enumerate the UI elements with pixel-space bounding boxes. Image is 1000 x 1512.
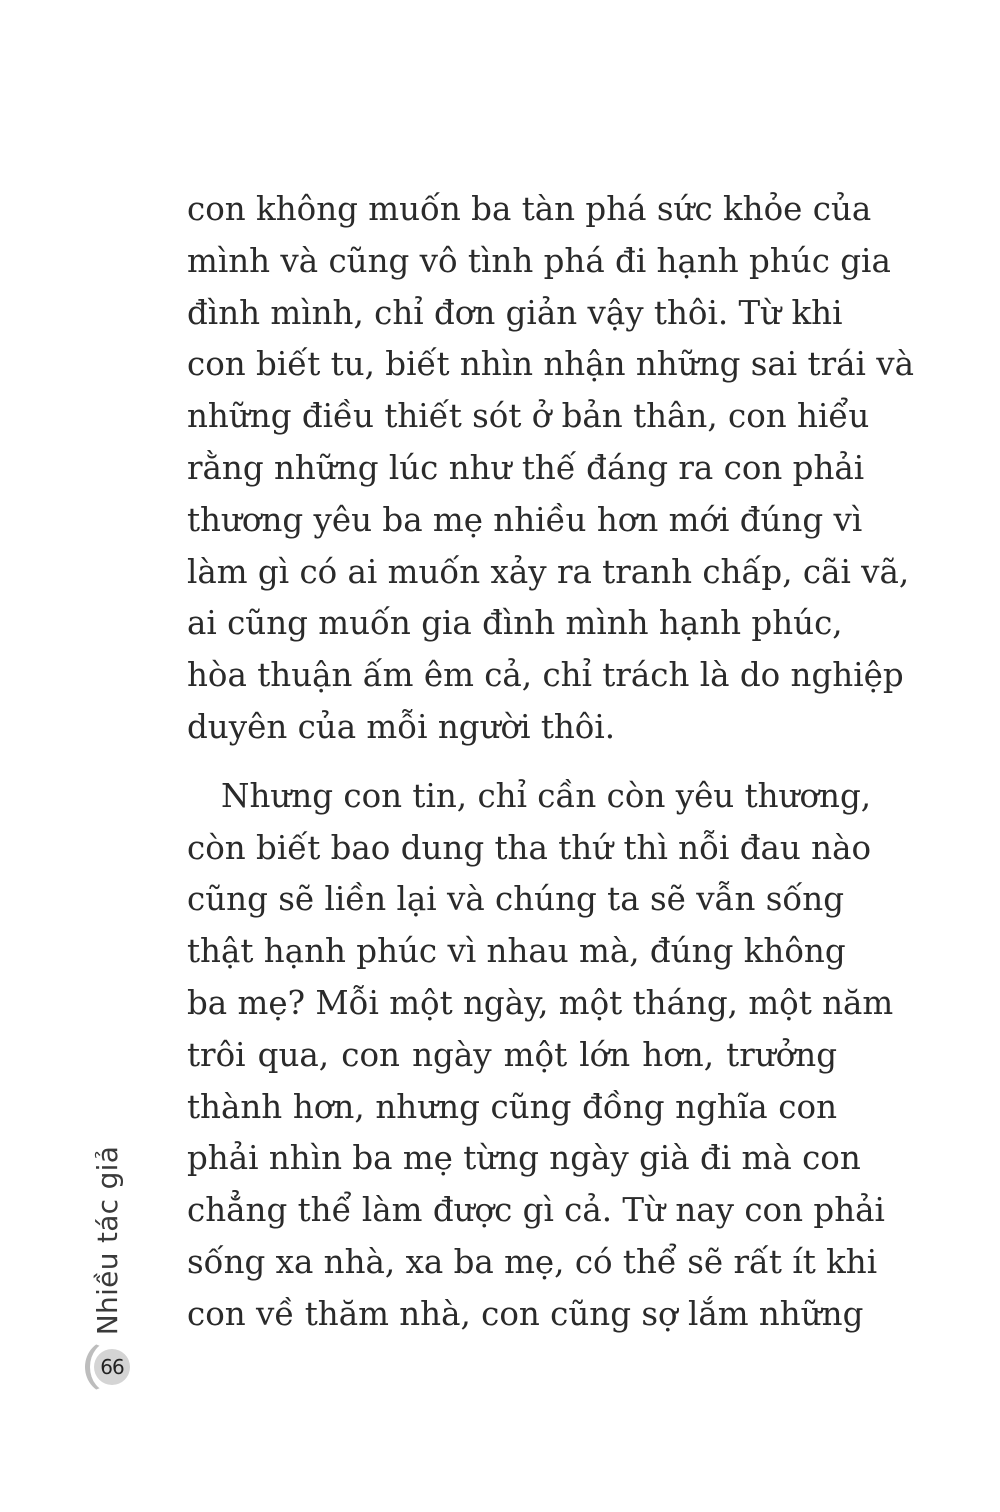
text-line: con không muốn ba tàn phá sức khỏe của [187, 190, 872, 228]
text-line: ba mẹ? Mỗi một ngày, một tháng, một năm [187, 983, 894, 1022]
running-author [88, 1145, 128, 1335]
page-number: 66 [100, 1355, 124, 1379]
text-line: mình và cũng vô tình phá đi hạnh phúc gia [187, 241, 891, 280]
text-line: thành hơn, nhưng cũng đồng nghĩa con [187, 1087, 837, 1126]
text-line: con về thăm nhà, con cũng sợ lắm những [187, 1294, 864, 1333]
body-text [187, 184, 914, 1341]
text-line: chẳng thể làm được gì cả. Từ nay con phải [187, 1191, 885, 1230]
author-label: Nhiều tác giả [91, 1145, 125, 1335]
text-line: duyên của mỗi người thôi. [187, 707, 616, 746]
text-line: những điều thiết sót ở bản thân, con hiểu [187, 397, 870, 436]
text-line: Nhưng con tin, chỉ cần còn yêu thương, [221, 776, 872, 815]
text-line: ai cũng muốn gia đình mình hạnh phúc, [187, 604, 843, 643]
text-line: cũng sẽ liền lại và chúng ta sẽ vẫn sống [187, 880, 845, 919]
text-line: sống xa nhà, xa ba mẹ, có thể sẽ rất ít khi [187, 1242, 878, 1281]
paragraph-2 [187, 771, 894, 1341]
text-line: làm gì có ai muốn xảy ra tranh chấp, cãi vã, [187, 552, 910, 591]
paragraph-1 [187, 184, 914, 754]
page-number-badge [85, 1340, 135, 1394]
text-line: rằng những lúc như thế đáng ra con phải [187, 448, 865, 487]
text-line: trôi qua, con ngày một lớn hơn, trưởng [187, 1035, 837, 1074]
text-line: con biết tu, biết nhìn nhận những sai trái và [187, 345, 914, 384]
text-line: thật hạnh phúc vì nhau mà, đúng không [187, 932, 846, 971]
text-line: hòa thuận ấm êm cả, chỉ trách là do nghiệp [187, 656, 904, 695]
text-line: còn biết bao dung tha thứ thì nỗi đau nào [187, 828, 872, 867]
text-line: thương yêu ba mẹ nhiều hơn mới đúng vì [187, 500, 863, 539]
text-line: phải nhìn ba mẹ từng ngày già đi mà con [187, 1139, 861, 1178]
text-line: đình mình, chỉ đơn giản vậy thôi. Từ khi [187, 293, 843, 332]
